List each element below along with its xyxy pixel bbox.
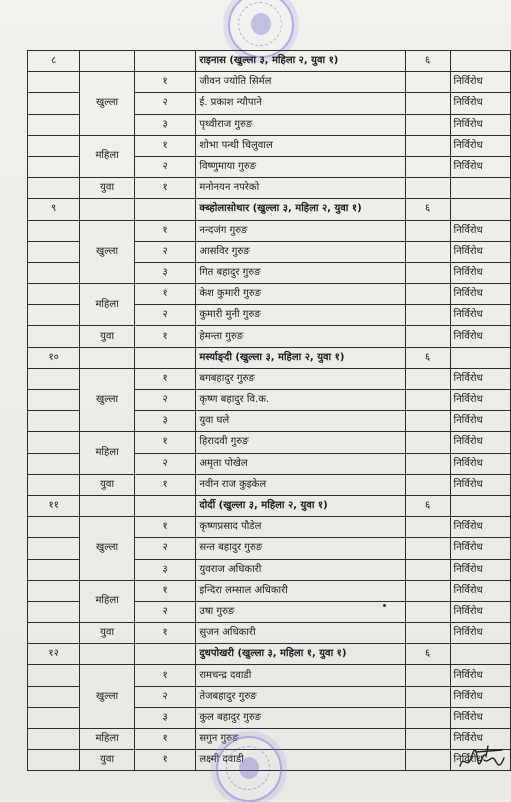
ward-title: क्ब्होलासोथार (खुल्ला ३, महिला २, युवा १) bbox=[196, 199, 405, 220]
candidate-serial: २ bbox=[134, 305, 196, 326]
empty-cell bbox=[450, 51, 510, 72]
candidate-row bbox=[28, 135, 511, 156]
category-label: खुल्ला bbox=[80, 220, 134, 284]
candidate-serial: १ bbox=[134, 284, 196, 305]
category-label: महिला bbox=[80, 729, 134, 750]
empty-cell bbox=[134, 347, 196, 368]
candidate-status: निर्विरोध bbox=[450, 601, 510, 622]
candidate-name: उषा गुरुङ bbox=[196, 601, 405, 622]
empty-cell bbox=[405, 686, 450, 707]
candidate-name: नवीन राज कुइकेल bbox=[196, 474, 405, 495]
candidate-serial: १ bbox=[134, 665, 196, 686]
candidate-name: सुजन अधिकारी bbox=[196, 623, 405, 644]
empty-cell bbox=[405, 135, 450, 156]
candidate-name: शोभा पन्थी चिलुवाल bbox=[196, 135, 405, 156]
candidate-status: निर्विरोध bbox=[450, 262, 510, 283]
candidate-name: मनोनयन नपरेको bbox=[196, 178, 405, 199]
ward-header-row bbox=[28, 51, 511, 72]
empty-cell bbox=[405, 305, 450, 326]
pencil-mark bbox=[383, 604, 386, 607]
candidate-table bbox=[27, 50, 511, 771]
candidate-status: निर्विरोध bbox=[450, 93, 510, 114]
empty-cell bbox=[405, 580, 450, 601]
candidate-name: युवराज अधिकारी bbox=[196, 559, 405, 580]
candidate-row bbox=[28, 326, 511, 347]
candidate-status: निर्विरोध bbox=[450, 623, 510, 644]
candidate-status: निर्विरोध bbox=[450, 411, 510, 432]
empty-cell bbox=[28, 93, 80, 114]
candidate-status: निर्विरोध bbox=[450, 220, 510, 241]
empty-cell bbox=[405, 601, 450, 622]
ward-number: १० bbox=[28, 347, 80, 368]
candidate-name: गित बहादुर गुरुङ bbox=[196, 262, 405, 283]
empty-cell bbox=[405, 517, 450, 538]
candidate-serial: १ bbox=[134, 135, 196, 156]
candidate-name: केश कुमारी गुरुङ bbox=[196, 284, 405, 305]
empty-cell bbox=[134, 51, 196, 72]
candidate-serial: १ bbox=[134, 623, 196, 644]
candidate-serial: ३ bbox=[134, 262, 196, 283]
seal-emblem bbox=[239, 757, 259, 779]
candidate-status: निर्विरोध bbox=[450, 432, 510, 453]
candidate-serial: १ bbox=[134, 474, 196, 495]
candidate-name: कुमारी मुनी गुरुङ bbox=[196, 305, 405, 326]
ward-seat-count: ६ bbox=[405, 495, 450, 516]
candidate-row bbox=[28, 72, 511, 93]
empty-cell bbox=[450, 347, 510, 368]
empty-cell bbox=[405, 178, 450, 199]
candidate-name: हिरादवी गुरुङ bbox=[196, 432, 405, 453]
category-label: महिला bbox=[80, 432, 134, 474]
empty-cell bbox=[28, 411, 80, 432]
candidate-status: निर्विरोध bbox=[450, 156, 510, 177]
empty-cell bbox=[28, 326, 80, 347]
empty-cell bbox=[80, 199, 134, 220]
empty-cell bbox=[28, 284, 80, 305]
candidate-row bbox=[28, 474, 511, 495]
empty-cell bbox=[28, 707, 80, 728]
candidate-row bbox=[28, 517, 511, 538]
ward-number: ८ bbox=[28, 51, 80, 72]
empty-cell bbox=[405, 432, 450, 453]
candidate-name: अमृता पोखेल bbox=[196, 453, 405, 474]
empty-cell bbox=[28, 390, 80, 411]
candidate-name: सन्त बहादुर गुरुङ bbox=[196, 538, 405, 559]
candidate-serial: ३ bbox=[134, 559, 196, 580]
category-label: युवा bbox=[80, 750, 134, 771]
empty-cell bbox=[450, 495, 510, 516]
empty-cell bbox=[405, 156, 450, 177]
office-seal-stamp-bottom bbox=[216, 736, 282, 802]
empty-cell bbox=[405, 665, 450, 686]
candidate-name: लक्ष्मी दवाडी bbox=[196, 750, 405, 771]
candidate-status: निर्विरोध bbox=[450, 241, 510, 262]
empty-cell bbox=[28, 72, 80, 93]
candidate-status: निर्विरोध bbox=[450, 517, 510, 538]
empty-cell bbox=[28, 135, 80, 156]
table-body bbox=[28, 51, 511, 771]
empty-cell bbox=[405, 220, 450, 241]
empty-cell bbox=[28, 559, 80, 580]
empty-cell bbox=[28, 474, 80, 495]
empty-cell bbox=[405, 114, 450, 135]
candidate-serial: २ bbox=[134, 686, 196, 707]
candidate-serial: २ bbox=[134, 241, 196, 262]
ward-number: ९ bbox=[28, 199, 80, 220]
candidate-row bbox=[28, 665, 511, 686]
candidate-row bbox=[28, 623, 511, 644]
candidate-name: आसविर गुरुङ bbox=[196, 241, 405, 262]
empty-cell bbox=[28, 517, 80, 538]
candidate-status: निर्विरोध bbox=[450, 135, 510, 156]
candidate-status: निर्विरोध bbox=[450, 729, 510, 750]
empty-cell bbox=[28, 623, 80, 644]
category-label: महिला bbox=[80, 580, 134, 622]
candidate-serial: २ bbox=[134, 156, 196, 177]
candidate-status: निर्विरोध bbox=[450, 326, 510, 347]
candidate-status: निर्विरोध bbox=[450, 453, 510, 474]
candidate-serial: १ bbox=[134, 368, 196, 389]
candidate-row bbox=[28, 178, 511, 199]
empty-cell bbox=[80, 644, 134, 665]
category-label: युवा bbox=[80, 178, 134, 199]
empty-cell bbox=[405, 241, 450, 262]
empty-cell bbox=[450, 644, 510, 665]
candidate-status: निर्विरोध bbox=[450, 474, 510, 495]
empty-cell bbox=[28, 305, 80, 326]
empty-cell bbox=[405, 623, 450, 644]
empty-cell bbox=[80, 347, 134, 368]
ward-header-row bbox=[28, 495, 511, 516]
ward-header-row bbox=[28, 199, 511, 220]
empty-cell bbox=[28, 538, 80, 559]
category-label: खुल्ला bbox=[80, 368, 134, 432]
candidate-status: निर्विरोध bbox=[450, 538, 510, 559]
empty-cell bbox=[405, 93, 450, 114]
empty-cell bbox=[28, 241, 80, 262]
category-label: महिला bbox=[80, 284, 134, 326]
empty-cell bbox=[405, 284, 450, 305]
candidate-status: निर्विरोध bbox=[450, 707, 510, 728]
candidate-serial: ३ bbox=[134, 707, 196, 728]
category-label: खुल्ला bbox=[80, 72, 134, 136]
candidate-serial: २ bbox=[134, 601, 196, 622]
candidate-name: विष्णुमाया गुरुङ bbox=[196, 156, 405, 177]
candidate-status: निर्विरोध bbox=[450, 750, 510, 771]
empty-cell bbox=[28, 580, 80, 601]
empty-cell bbox=[405, 559, 450, 580]
ward-title: दोर्दी (खुल्ला ३, महिला २, युवा १) bbox=[196, 495, 405, 516]
candidate-status: निर्विरोध bbox=[450, 305, 510, 326]
candidate-status: निर्विरोध bbox=[450, 284, 510, 305]
empty-cell bbox=[28, 453, 80, 474]
candidate-row bbox=[28, 220, 511, 241]
empty-cell bbox=[405, 72, 450, 93]
candidate-name: जीवन ज्योति सिर्मल bbox=[196, 72, 405, 93]
candidate-name: रामचन्द्र दवाडी bbox=[196, 665, 405, 686]
empty-cell bbox=[28, 114, 80, 135]
candidate-status: निर्विरोध bbox=[450, 114, 510, 135]
candidate-name: हेमन्ता गुरुङ bbox=[196, 326, 405, 347]
empty-cell bbox=[405, 390, 450, 411]
candidate-serial: १ bbox=[134, 178, 196, 199]
empty-cell bbox=[405, 729, 450, 750]
candidate-status: निर्विरोध bbox=[450, 368, 510, 389]
candidate-row bbox=[28, 284, 511, 305]
category-label: खुल्ला bbox=[80, 665, 134, 729]
candidate-serial: १ bbox=[134, 580, 196, 601]
candidate-serial: २ bbox=[134, 538, 196, 559]
candidate-name: कृष्णप्रसाद पौडेल bbox=[196, 517, 405, 538]
empty-cell bbox=[134, 644, 196, 665]
ward-number: ११ bbox=[28, 495, 80, 516]
candidate-status: निर्विरोध bbox=[450, 686, 510, 707]
empty-cell bbox=[28, 686, 80, 707]
ward-title: दुधपोखरी (खुल्ला ३, महिला १, युवा १) bbox=[196, 644, 405, 665]
empty-cell bbox=[28, 601, 80, 622]
empty-cell bbox=[405, 538, 450, 559]
empty-cell bbox=[405, 474, 450, 495]
empty-cell bbox=[405, 750, 450, 771]
candidate-status bbox=[450, 178, 510, 199]
candidate-name: नन्दजंग गुरुङ bbox=[196, 220, 405, 241]
candidate-name: पृथ्वीराज गुरुङ bbox=[196, 114, 405, 135]
empty-cell bbox=[28, 729, 80, 750]
candidate-serial: २ bbox=[134, 453, 196, 474]
candidate-row bbox=[28, 580, 511, 601]
candidate-serial: ३ bbox=[134, 411, 196, 432]
handwritten-signature bbox=[458, 740, 506, 774]
seal-emblem bbox=[251, 13, 271, 35]
empty-cell bbox=[405, 411, 450, 432]
ward-number: १२ bbox=[28, 644, 80, 665]
ward-seat-count: ६ bbox=[405, 644, 450, 665]
ward-seat-count: ६ bbox=[405, 51, 450, 72]
candidate-name: सगुन गुरुङ bbox=[196, 729, 405, 750]
candidate-serial: १ bbox=[134, 729, 196, 750]
category-label: खुल्ला bbox=[80, 517, 134, 581]
empty-cell bbox=[28, 432, 80, 453]
candidate-row bbox=[28, 368, 511, 389]
category-label: युवा bbox=[80, 326, 134, 347]
empty-cell bbox=[134, 199, 196, 220]
ward-seat-count: ६ bbox=[405, 347, 450, 368]
empty-cell bbox=[405, 368, 450, 389]
empty-cell bbox=[28, 368, 80, 389]
candidate-status: निर्विरोध bbox=[450, 72, 510, 93]
category-label: युवा bbox=[80, 623, 134, 644]
ward-header-row bbox=[28, 347, 511, 368]
candidate-name: तेजबहादुर गुरुङ bbox=[196, 686, 405, 707]
category-label: महिला bbox=[80, 135, 134, 177]
candidate-status: निर्विरोध bbox=[450, 665, 510, 686]
empty-cell bbox=[80, 495, 134, 516]
empty-cell bbox=[405, 707, 450, 728]
empty-cell bbox=[80, 51, 134, 72]
candidate-serial: १ bbox=[134, 220, 196, 241]
candidate-status: निर्विरोध bbox=[450, 559, 510, 580]
candidate-serial: २ bbox=[134, 93, 196, 114]
candidate-serial: ३ bbox=[134, 114, 196, 135]
empty-cell bbox=[28, 750, 80, 771]
ward-header-row bbox=[28, 644, 511, 665]
candidate-serial: १ bbox=[134, 750, 196, 771]
empty-cell bbox=[28, 262, 80, 283]
candidate-name: कुल बहादुर गुरुङ bbox=[196, 707, 405, 728]
candidate-serial: १ bbox=[134, 432, 196, 453]
candidate-name: युवा घले bbox=[196, 411, 405, 432]
empty-cell bbox=[28, 665, 80, 686]
candidate-serial: २ bbox=[134, 390, 196, 411]
candidate-name: इन्दिरा लम्साल अधिकारी bbox=[196, 580, 405, 601]
empty-cell bbox=[405, 262, 450, 283]
empty-cell bbox=[28, 178, 80, 199]
category-label: युवा bbox=[80, 474, 134, 495]
candidate-serial: १ bbox=[134, 517, 196, 538]
candidate-serial: १ bbox=[134, 326, 196, 347]
candidate-name: बगबहादुर गुरुङ bbox=[196, 368, 405, 389]
empty-cell bbox=[28, 156, 80, 177]
empty-cell bbox=[405, 453, 450, 474]
empty-cell bbox=[28, 220, 80, 241]
candidate-serial: १ bbox=[134, 72, 196, 93]
candidate-name: ई. प्रकाश न्यौपाने bbox=[196, 93, 405, 114]
ward-title: राइनास (खुल्ला ३, महिला २, युवा १) bbox=[196, 51, 405, 72]
ward-seat-count: ६ bbox=[405, 199, 450, 220]
empty-cell bbox=[450, 199, 510, 220]
candidate-row bbox=[28, 432, 511, 453]
candidate-name: कृष्ण बहादुर वि.क. bbox=[196, 390, 405, 411]
candidate-status: निर्विरोध bbox=[450, 580, 510, 601]
empty-cell bbox=[134, 495, 196, 516]
empty-cell bbox=[405, 326, 450, 347]
candidate-status: निर्विरोध bbox=[450, 390, 510, 411]
ward-title: मर्स्याङ्दी (खुल्ला ३, महिला २, युवा १) bbox=[196, 347, 405, 368]
